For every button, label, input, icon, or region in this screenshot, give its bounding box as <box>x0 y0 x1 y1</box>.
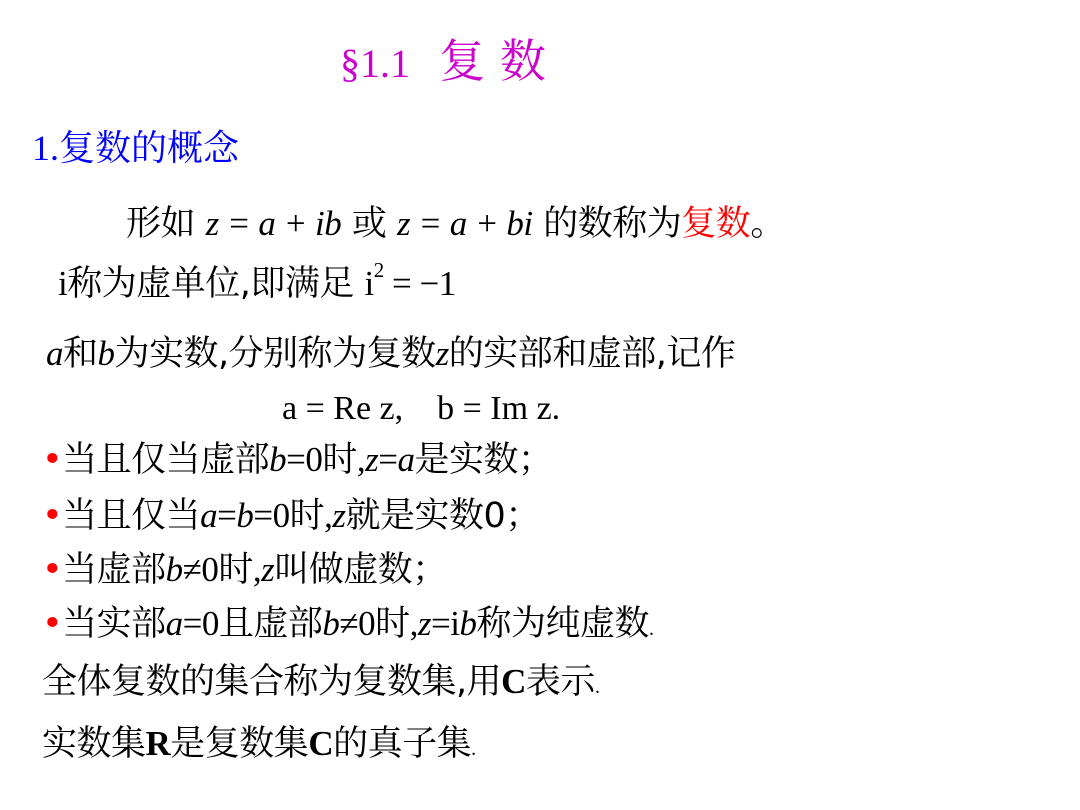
period: . <box>594 676 600 698</box>
var-b: b <box>459 604 477 643</box>
set-R: R <box>145 724 171 763</box>
formula-a-plus-bi: z = a + bi <box>397 204 533 243</box>
bullet-text: = <box>217 496 237 535</box>
bullet-text: 当且仅当 <box>62 496 201 536</box>
subset-line <box>42 726 476 762</box>
var-b: b <box>236 496 254 535</box>
set-C: C <box>501 662 526 701</box>
slide-title <box>340 34 546 88</box>
formula-i-exponent: 2 <box>373 258 384 283</box>
bullet-text: ≠0时, <box>182 550 262 589</box>
bullet-text: 是实数； <box>414 440 553 480</box>
formula-i-base: i <box>364 264 374 303</box>
var-a: a <box>200 496 218 535</box>
subset-text: 是复数集 <box>170 724 309 764</box>
subset-text: 的真子集 <box>333 724 472 764</box>
parts-text-1: 和 <box>63 334 98 374</box>
var-b: b <box>322 604 340 643</box>
formula-a-plus-ib: z = a + ib <box>205 204 342 243</box>
var-z: z <box>365 440 379 479</box>
subset-text: 实数集 <box>42 724 146 764</box>
var-z: z <box>435 334 449 373</box>
bullet-text: =0时, <box>253 496 333 535</box>
formula-re-im: a = Re z, b = Im z. <box>282 390 561 427</box>
heading-text: 复数的概念 <box>59 128 240 169</box>
bullet-pure-imaginary-case <box>42 606 654 642</box>
complex-set-line <box>42 664 599 700</box>
parts-text-3: 的实部和虚部,记作 <box>448 334 736 374</box>
complex-set-text: 全体复数的集合称为复数集,用 <box>42 662 502 702</box>
var-a: a <box>165 604 183 643</box>
bullet-text: ≠0时, <box>339 604 418 643</box>
bullet-text: 就是实数0； <box>345 496 540 536</box>
definition-prefix: 形如 <box>126 204 196 244</box>
real-imag-parts-line <box>46 336 735 372</box>
var-a: a <box>397 440 415 479</box>
bullet-text: 称为纯虚数 <box>476 604 649 644</box>
bullet-mark: • <box>42 550 63 590</box>
bullet-text: 叫做虚数； <box>274 550 447 590</box>
definition-or: 或 <box>351 204 387 244</box>
formula-i-squared <box>364 258 456 303</box>
bullet-mark: • <box>42 440 63 480</box>
imaginary-i: i <box>58 264 68 303</box>
section-heading <box>32 130 239 167</box>
imaginary-unit-line <box>58 258 456 304</box>
formula-i-rest: = −1 <box>383 264 456 303</box>
section-number: §1.1 <box>340 41 410 86</box>
var-b: b <box>165 550 183 589</box>
definition-middle: 的数称为 <box>543 204 682 244</box>
title-text: 复 数 <box>439 34 546 88</box>
period: . <box>471 738 476 760</box>
set-C: C <box>308 724 334 763</box>
definition-line <box>126 206 785 242</box>
var-b: b <box>97 334 115 373</box>
bullet-text: = <box>378 440 398 479</box>
var-z: z <box>417 604 432 643</box>
bullet-text: =0时, <box>286 440 366 479</box>
heading-number: 1. <box>32 128 59 168</box>
bullet-text: =i <box>431 604 460 643</box>
definition-end: 。 <box>750 204 785 244</box>
bullet-text: 当实部 <box>62 604 166 644</box>
bullet-real-case <box>42 442 553 478</box>
bullet-text: 当且仅当虚部 <box>62 440 270 480</box>
period: . <box>649 618 654 640</box>
var-b: b <box>269 440 287 479</box>
bullet-text: =0且虚部 <box>182 604 323 643</box>
bullet-mark: • <box>42 496 63 536</box>
bullet-text: 当虚部 <box>62 550 166 590</box>
bullet-mark: • <box>42 604 63 644</box>
term-complex-number: 复数 <box>681 204 751 244</box>
bullet-zero-case <box>42 498 540 534</box>
var-z: z <box>332 496 346 535</box>
complex-set-text: 表示 <box>525 662 595 702</box>
var-a: a <box>46 334 63 373</box>
parts-text-2: 为实数,分别称为复数 <box>114 334 436 374</box>
imaginary-unit-text: 称为虚单位,即满足 <box>67 264 354 304</box>
bullet-imaginary-case <box>42 552 447 588</box>
var-z: z <box>261 550 275 589</box>
